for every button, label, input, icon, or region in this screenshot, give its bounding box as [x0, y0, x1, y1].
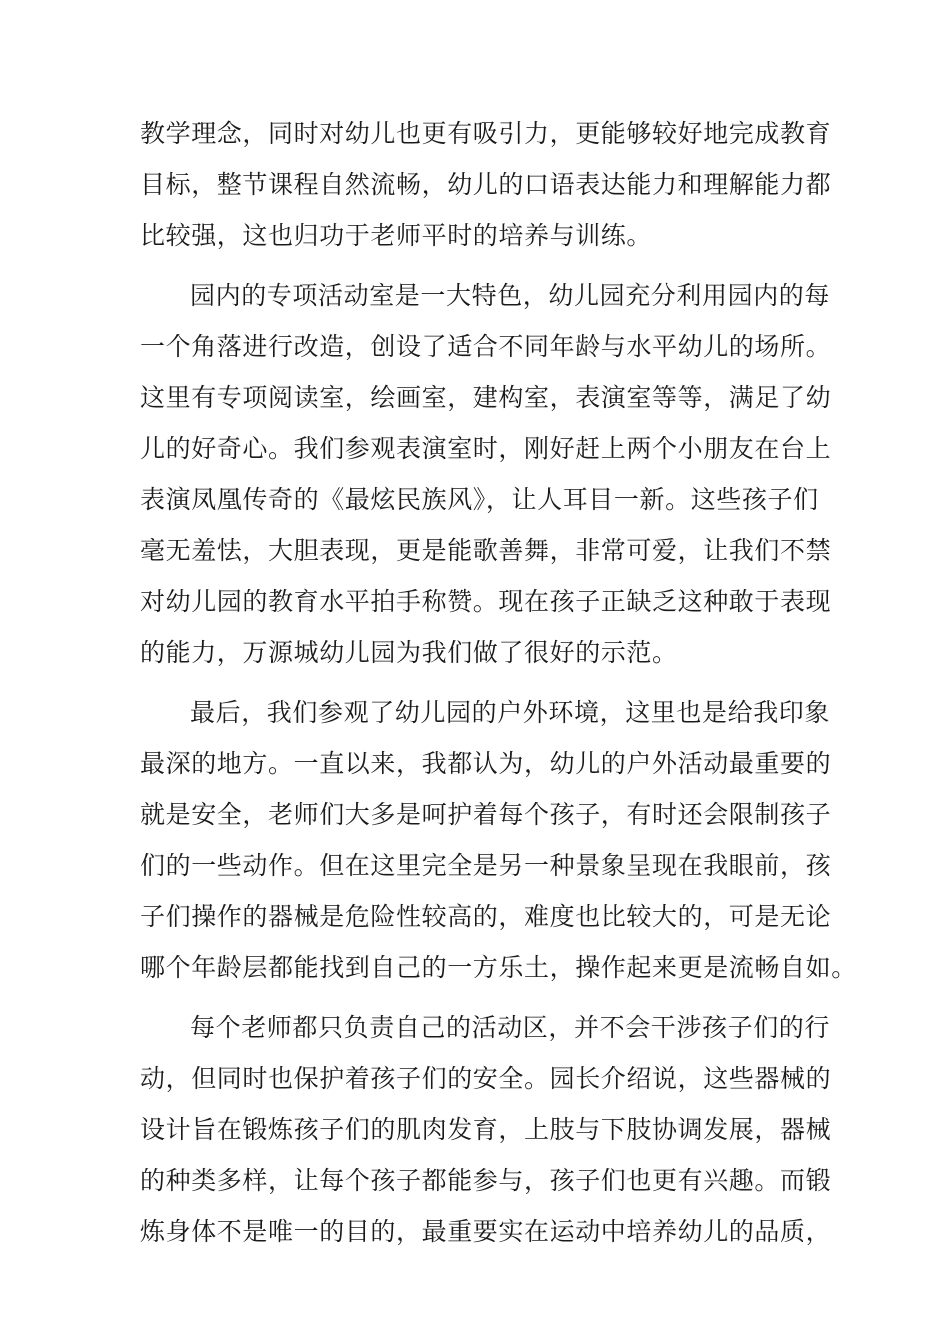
text-line: 比较强，这也归功于老师平时的培养与训练。 [140, 221, 653, 250]
text-line: 表演凤凰传奇的《最炫民族风》，让人耳目一新。这些孩子们 [140, 485, 819, 514]
text-line: 园内的专项活动室是一大特色，幼儿园充分利用园内的每 [190, 281, 831, 310]
text-line: 炼身体不是唯一的目的，最重要实在运动中培养幼儿的品质， [140, 1217, 832, 1246]
text-line: 就是安全，老师们大多是呵护着每个孩子，有时还会限制孩子 [140, 800, 832, 829]
text-line: 的能力，万源城幼儿园为我们做了很好的示范。 [140, 638, 678, 667]
text-line: 儿的好奇心。我们参观表演室时，刚好赶上两个小朋友在台上 [140, 434, 832, 463]
text-line: 目标，整节课程自然流畅，幼儿的口语表达能力和理解能力都 [140, 170, 832, 199]
text-line: 子们操作的器械是危险性较高的，难度也比较大的，可是无论 [140, 902, 832, 931]
body-text [140, 108, 857, 1266]
text-line: 的种类多样，让每个孩子都能参与，孩子们也更有兴趣。而锻 [140, 1166, 832, 1195]
paragraph [140, 687, 857, 993]
text-line: 这里有专项阅读室，绘画室，建构室，表演室等等，满足了幼 [140, 383, 832, 412]
text-line: 哪个年龄层都能找到自己的一方乐土，操作起来更是流畅自如。 [140, 953, 857, 982]
text-line: 最后，我们参观了幼儿园的户外环境，这里也是给我印象 [190, 698, 831, 727]
text-line: 一个角落进行改造，创设了适合不同年龄与水平幼儿的场所。 [140, 332, 832, 361]
paragraph [140, 108, 840, 261]
paragraph [140, 270, 840, 678]
text-line: 们的一些动作。但在这里完全是另一种景象呈现在我眼前，孩 [140, 851, 832, 880]
text-line: 最深的地方。一直以来，我都认为，幼儿的户外活动最重要的 [140, 749, 832, 778]
text-line: 每个老师都只负责自己的活动区，并不会干涉孩子们的行 [190, 1013, 831, 1042]
text-line: 毫无羞怯，大胆表现，更是能歌善舞，非常可爱，让我们不禁 [140, 536, 832, 565]
text-line: 教学理念，同时对幼儿也更有吸引力，更能够较好地完成教育 [140, 119, 832, 148]
text-line: 对幼儿园的教育水平拍手称赞。现在孩子正缺乏这种敢于表现 [140, 587, 832, 616]
paragraph [140, 1002, 840, 1257]
text-line: 动，但同时也保护着孩子们的安全。园长介绍说，这些器械的 [140, 1064, 832, 1093]
text-line: 设计旨在锻炼孩子们的肌肉发育，上肢与下肢协调发展，器械 [140, 1115, 832, 1144]
